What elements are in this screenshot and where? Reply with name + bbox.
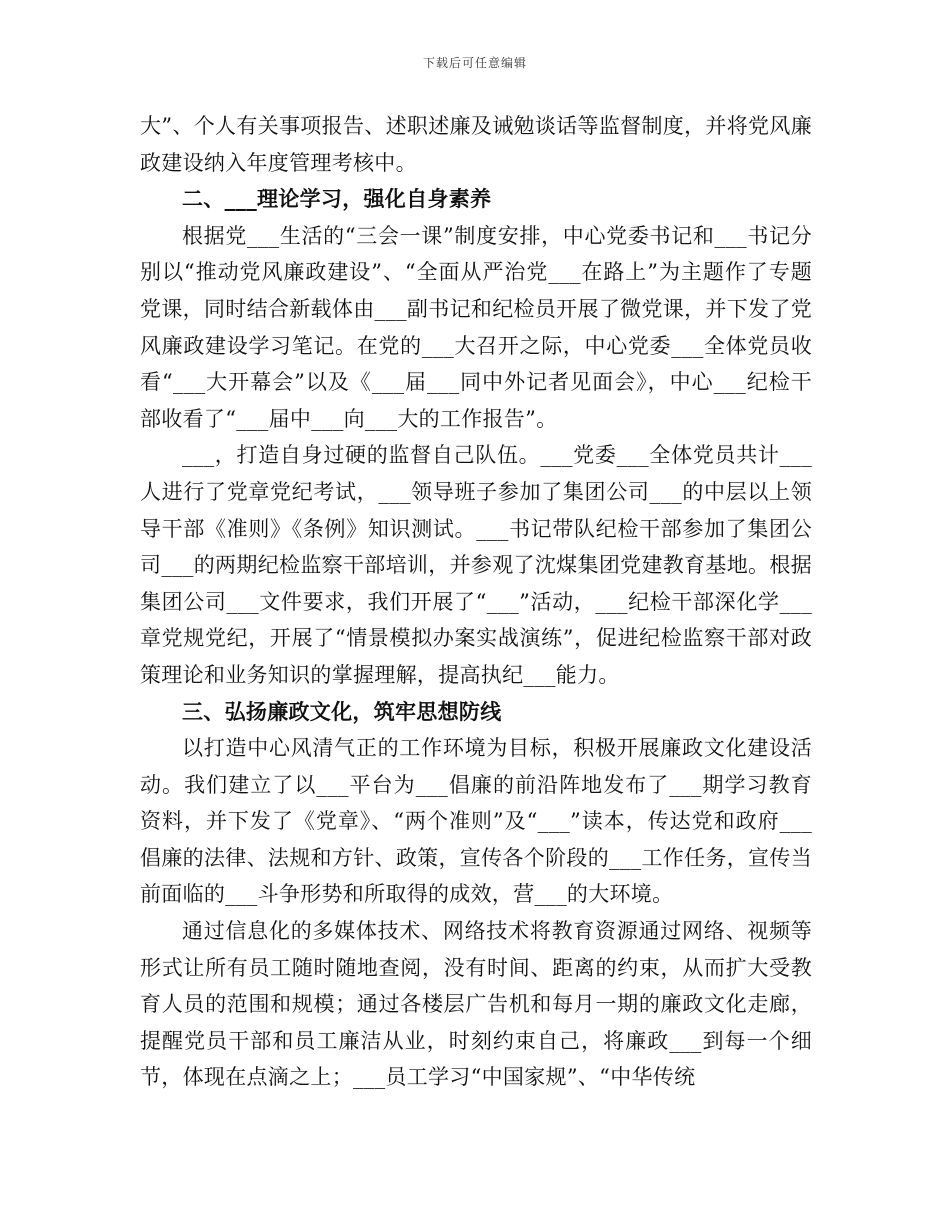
document-body — [140, 108, 812, 1096]
paragraph-study: 根据党___生活的“三会一课”制度安排，中心党委书记和___书记分别以“推动党风廉政建设”、“全面从严治党___在路上”为主题作了专题党课，同时结合新载体由___副书记和纪检员开展了微党课，并下发了党风廉政建设学习笔记。在党的___大召开之际，中心党委___全体党员收看“___大开幕会”以及《___届___同中外记者见面会》，中心___纪检干部收看了“___届中___向___大的工作报告”。 — [140, 223, 812, 431]
section-heading-2: 二、___理论学习，强化自身素养 — [182, 186, 492, 212]
paragraph-team: ___，打造自身过硬的监督自己队伍。___党委___全体党员共计___人进行了党章党纪考试，___领导班子参加了集团公司___的中层以上领导干部《准则》《条例》知识测试。___书记带队纪检干部参加了集团公司___的两期纪检监察干部培训，并参观了沈煤集团党建教育基地。根据集团公司___文件要求，我们开展了“___”活动，___纪检干部深化学___章党规党纪，开展了“情景模拟办案实战演练”，促进纪检监察干部对政策理论和业务知识的掌握理解，提高执纪___能力。 — [140, 443, 812, 687]
section-heading-3: 三、弘扬廉政文化，筑牢思想防线 — [182, 698, 502, 724]
paragraph-culture: 以打造中心风清气正的工作环境为目标，积极开展廉政文化建设活动。我们建立了以___平台为___倡廉的前沿阵地发布了___期学习教育资料，并下发了《党章》、“两个准则”及“___”读本，传达党和政府___倡廉的法律、法规和方针、政策，宣传各个阶段的___工作任务，宣传当前面临的___斗争形势和所取得的成效，营___的大环境。 — [140, 736, 812, 907]
page-header: 下载后可任意编辑 — [422, 56, 527, 70]
paragraph-multimedia: 通过信息化的多媒体技术、网络技术将教育资源通过网络、视频等形式让所有员工随时随地查阅，没有时间、距离的约束，从而扩大受教育人员的范围和规模；通过各楼层广告机和每月一期的廉政文化走廊，提醒党员干部和员工廉洁从业，时刻约束自己，将廉政___到每一个细节，体现在点滴之上；___员工学习“中国家规”、“中华传统 — [140, 919, 812, 1090]
paragraph-continuation: 大”、个人有关事项报告、述职述廉及诫勉谈话等监督制度，并将党风廉政建设纳入年度管理考核中。 — [140, 114, 812, 175]
